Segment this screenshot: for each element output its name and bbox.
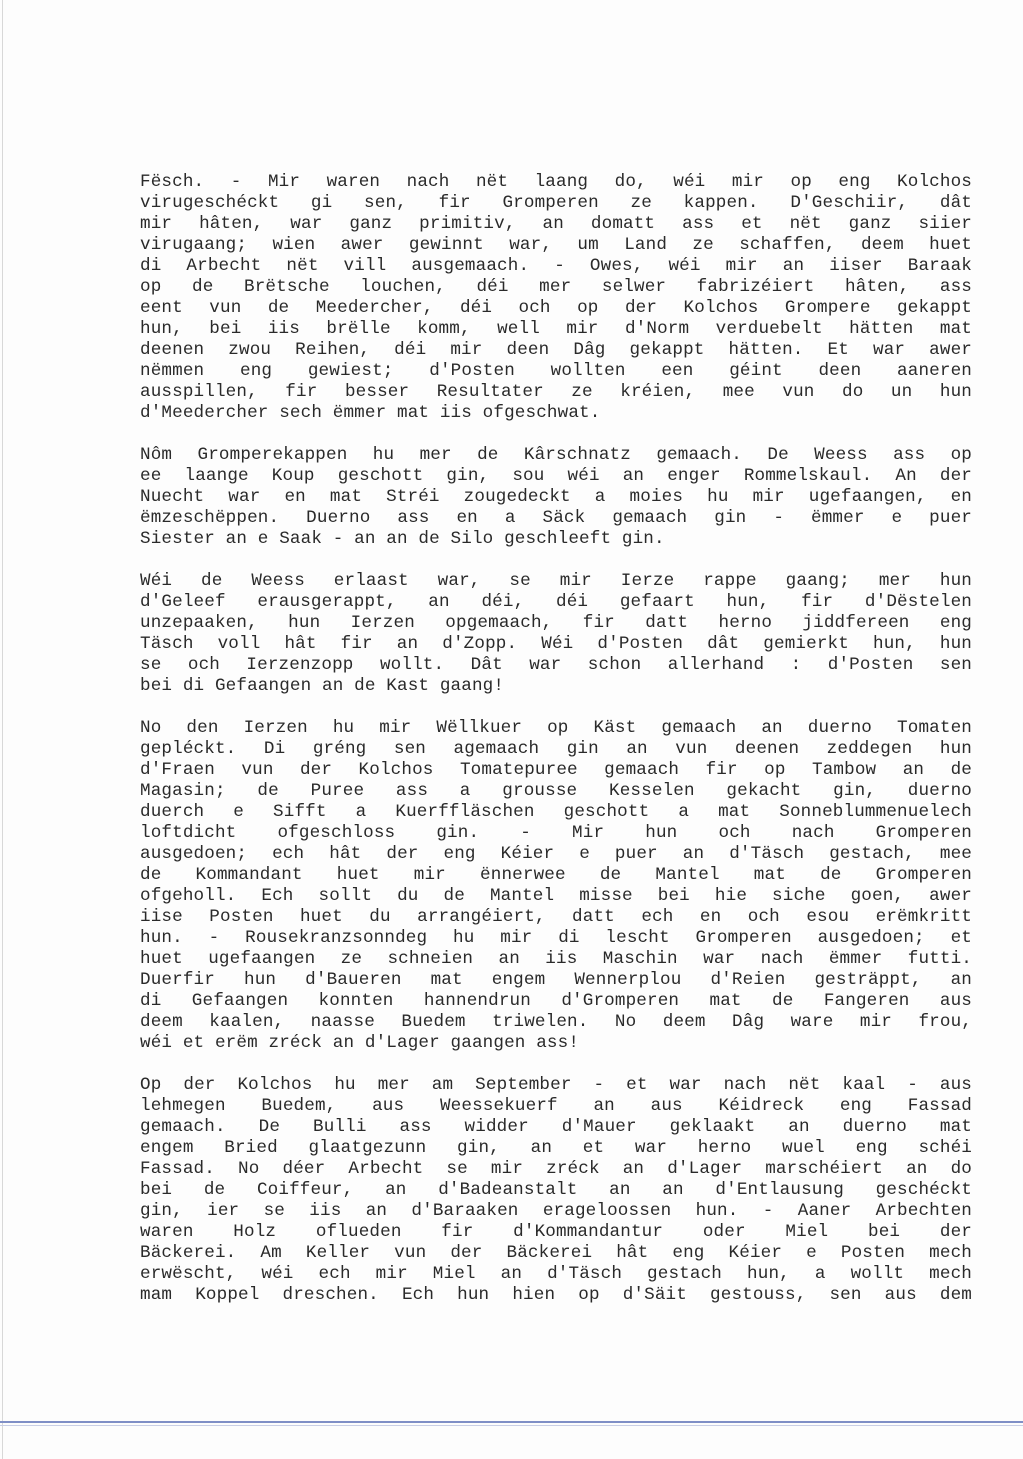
text-line: lehmegen Buedem, aus Weessekuerf an aus Kéidreck eng Fassad <box>140 1096 972 1116</box>
text-line: ëmzeschëppen. Duerno ass en a Säck gemaach gin - ëmmer e puer <box>140 508 972 528</box>
text-line: Op der Kolchos hu mer am September - et war nach nët kaal - aus <box>140 1075 972 1095</box>
text-line: No den Ierzen hu mir Wëllkuer op Käst gemaach an duerno Tomaten <box>140 718 972 738</box>
text-line: bei di Gefaangen an de Kast gaang! <box>140 676 505 696</box>
text-line: huet ugefaangen ze schneien an iis Maschin war nach ëmmer futti. <box>140 949 972 969</box>
text-line: ausspillen, fir besser Resultater ze kréien, mee vun do un hun <box>140 382 972 402</box>
text-line: deem kaalen, naasse Buedem triwelen. No deem Dâg ware mir frou, <box>140 1012 972 1032</box>
text-line: deenen zwou Reihen, déi mir deen Dâg gekappt hätten. Et war awer <box>140 340 972 360</box>
text-line: Magasin; de Puree ass a grousse Kesselen gekacht gin, duerno <box>140 781 972 801</box>
text-line: Wéi de Weess erlaast war, se mir Ierze rappe gaang; mer hun <box>140 571 972 591</box>
text-line: Bäckerei. Am Keller vun der Bäckerei hât eng Kéier e Posten mech <box>140 1243 972 1263</box>
paragraph <box>140 571 972 697</box>
page-left-edge <box>2 0 3 1459</box>
text-line: iise Posten huet du arrangéiert, datt ech en och esou erëmkritt <box>140 907 972 927</box>
text-line: mir hâten, war ganz primitiv, an domatt ass et nët ganz siier <box>140 214 972 234</box>
text-line: ofgeholl. Ech sollt du de Mantel misse bei hie siche goen, awer <box>140 886 972 906</box>
paragraph <box>140 172 972 424</box>
text-line: de Kommandant huet mir ënnerwee de Mantel mat de Gromperen <box>140 865 972 885</box>
text-line: di Gefaangen konnten hannendrun d'Gromperen mat de Fangeren aus <box>140 991 972 1011</box>
text-line: loftdicht ofgeschloss gin. - Mir hun och nach Gromperen <box>140 823 972 843</box>
text-line: di Arbecht nët vill ausgemaach. - Owes, wéi mir an iiser Baraak <box>140 256 972 276</box>
text-line: unzepaaken, hun Ierzen opgemaach, fir datt herno jiddfereen eng <box>140 613 972 633</box>
text-line: eent vun de Meedercher, déi och op der Kolchos Grompere gekappt <box>140 298 972 318</box>
text-line: virugeschéckt gi sen, fir Gromperen ze kappen. D'Geschiir, dât <box>140 193 972 213</box>
text-line: Fësch. - Mir waren nach nët laang do, wéi mir op eng Kolchos <box>140 172 972 192</box>
text-line: Täsch voll hât fir an d'Zopp. Wéi d'Posten dât gemierkt hun, hun <box>140 634 972 654</box>
text-line: d'Fraen vun der Kolchos Tomatepuree gemaach fir op Tambow an de <box>140 760 972 780</box>
text-line: Nôm Gromperekappen hu mer de Kârschnatz gemaach. De Weess ass op <box>140 445 972 465</box>
text-line: wéi et erëm zréck an d'Lager gaangen ass! <box>140 1033 580 1053</box>
text-line: engem Bried glaatgezunn gin, an et war herno wuel eng schéi <box>140 1138 972 1158</box>
text-line: se och Ierzenzopp wollt. Dât war schon allerhand : d'Posten sen <box>140 655 972 675</box>
text-line: hun. - Rousekranzsonndeg hu mir di lescht Gromperen ausgedoen; et <box>140 928 972 948</box>
text-line: Siester an e Saak - an an de Silo geschleeft gin. <box>140 529 665 549</box>
text-line: ausgedoen; ech hât der eng Kéier e puer an d'Täsch gestach, mee <box>140 844 972 864</box>
text-line: duerch e Sifft a Kuerffläschen geschott a mat Sonneblummenuelech <box>140 802 972 822</box>
footer-rule <box>0 1421 1023 1423</box>
text-line: gemaach. De Bulli ass widder d'Mauer geklaakt an duerno mat <box>140 1117 972 1137</box>
paragraph <box>140 1075 972 1306</box>
text-line: waren Holz oflueden fir d'Kommandantur oder Miel bei der <box>140 1222 972 1242</box>
text-line: d'Geleef erausgerappt, an déi, déi gefaart hun, fir d'Dëstelen <box>140 592 972 612</box>
text-line: nëmmen eng gewiest; d'Posten wollten een géint deen aaneren <box>140 361 972 381</box>
paragraph <box>140 445 972 550</box>
text-line: erwëscht, wéi ech mir Miel an d'Täsch gestach hun, a wollt mech <box>140 1264 972 1284</box>
body-text <box>140 172 972 1327</box>
text-line: op de Brëtsche louchen, déi mer selwer fabrizéiert hâten, ass <box>140 277 972 297</box>
text-line: Duerfir hun d'Baueren mat engem Wennerplou d'Reien gesträppt, an <box>140 970 972 990</box>
text-line: bei de Coiffeur, an d'Badeanstalt an an d'Entlausung geschéckt <box>140 1180 972 1200</box>
text-line: gepléckt. Di gréng sen agemaach gin an vun deenen zeddegen hun <box>140 739 972 759</box>
text-line: d'Meedercher sech ëmmer mat iis ofgeschwat. <box>140 403 601 423</box>
text-line: Fassad. No déer Arbecht se mir zréck an d'Lager marschéiert an do <box>140 1159 972 1179</box>
footer-rule-secondary <box>0 1425 1023 1426</box>
text-line: gin, ier se iis an d'Baraaken erageloossen hun. - Aaner Arbechten <box>140 1201 972 1221</box>
text-line: mam Koppel dreschen. Ech hun hien op d'Säit gestouss, sen aus dem <box>140 1285 972 1305</box>
paragraph <box>140 718 972 1054</box>
text-line: Nuecht war en mat Stréi zougedeckt a moies hu mir ugefaangen, en <box>140 487 972 507</box>
text-line: ee laange Koup geschott gin, sou wéi an enger Rommelskaul. An der <box>140 466 972 486</box>
text-line: virugaang; wien awer gewinnt war, um Land ze schaffen, deem huet <box>140 235 972 255</box>
text-line: hun, bei iis brëlle komm, well mir d'Norm verduebelt hätten mat <box>140 319 972 339</box>
